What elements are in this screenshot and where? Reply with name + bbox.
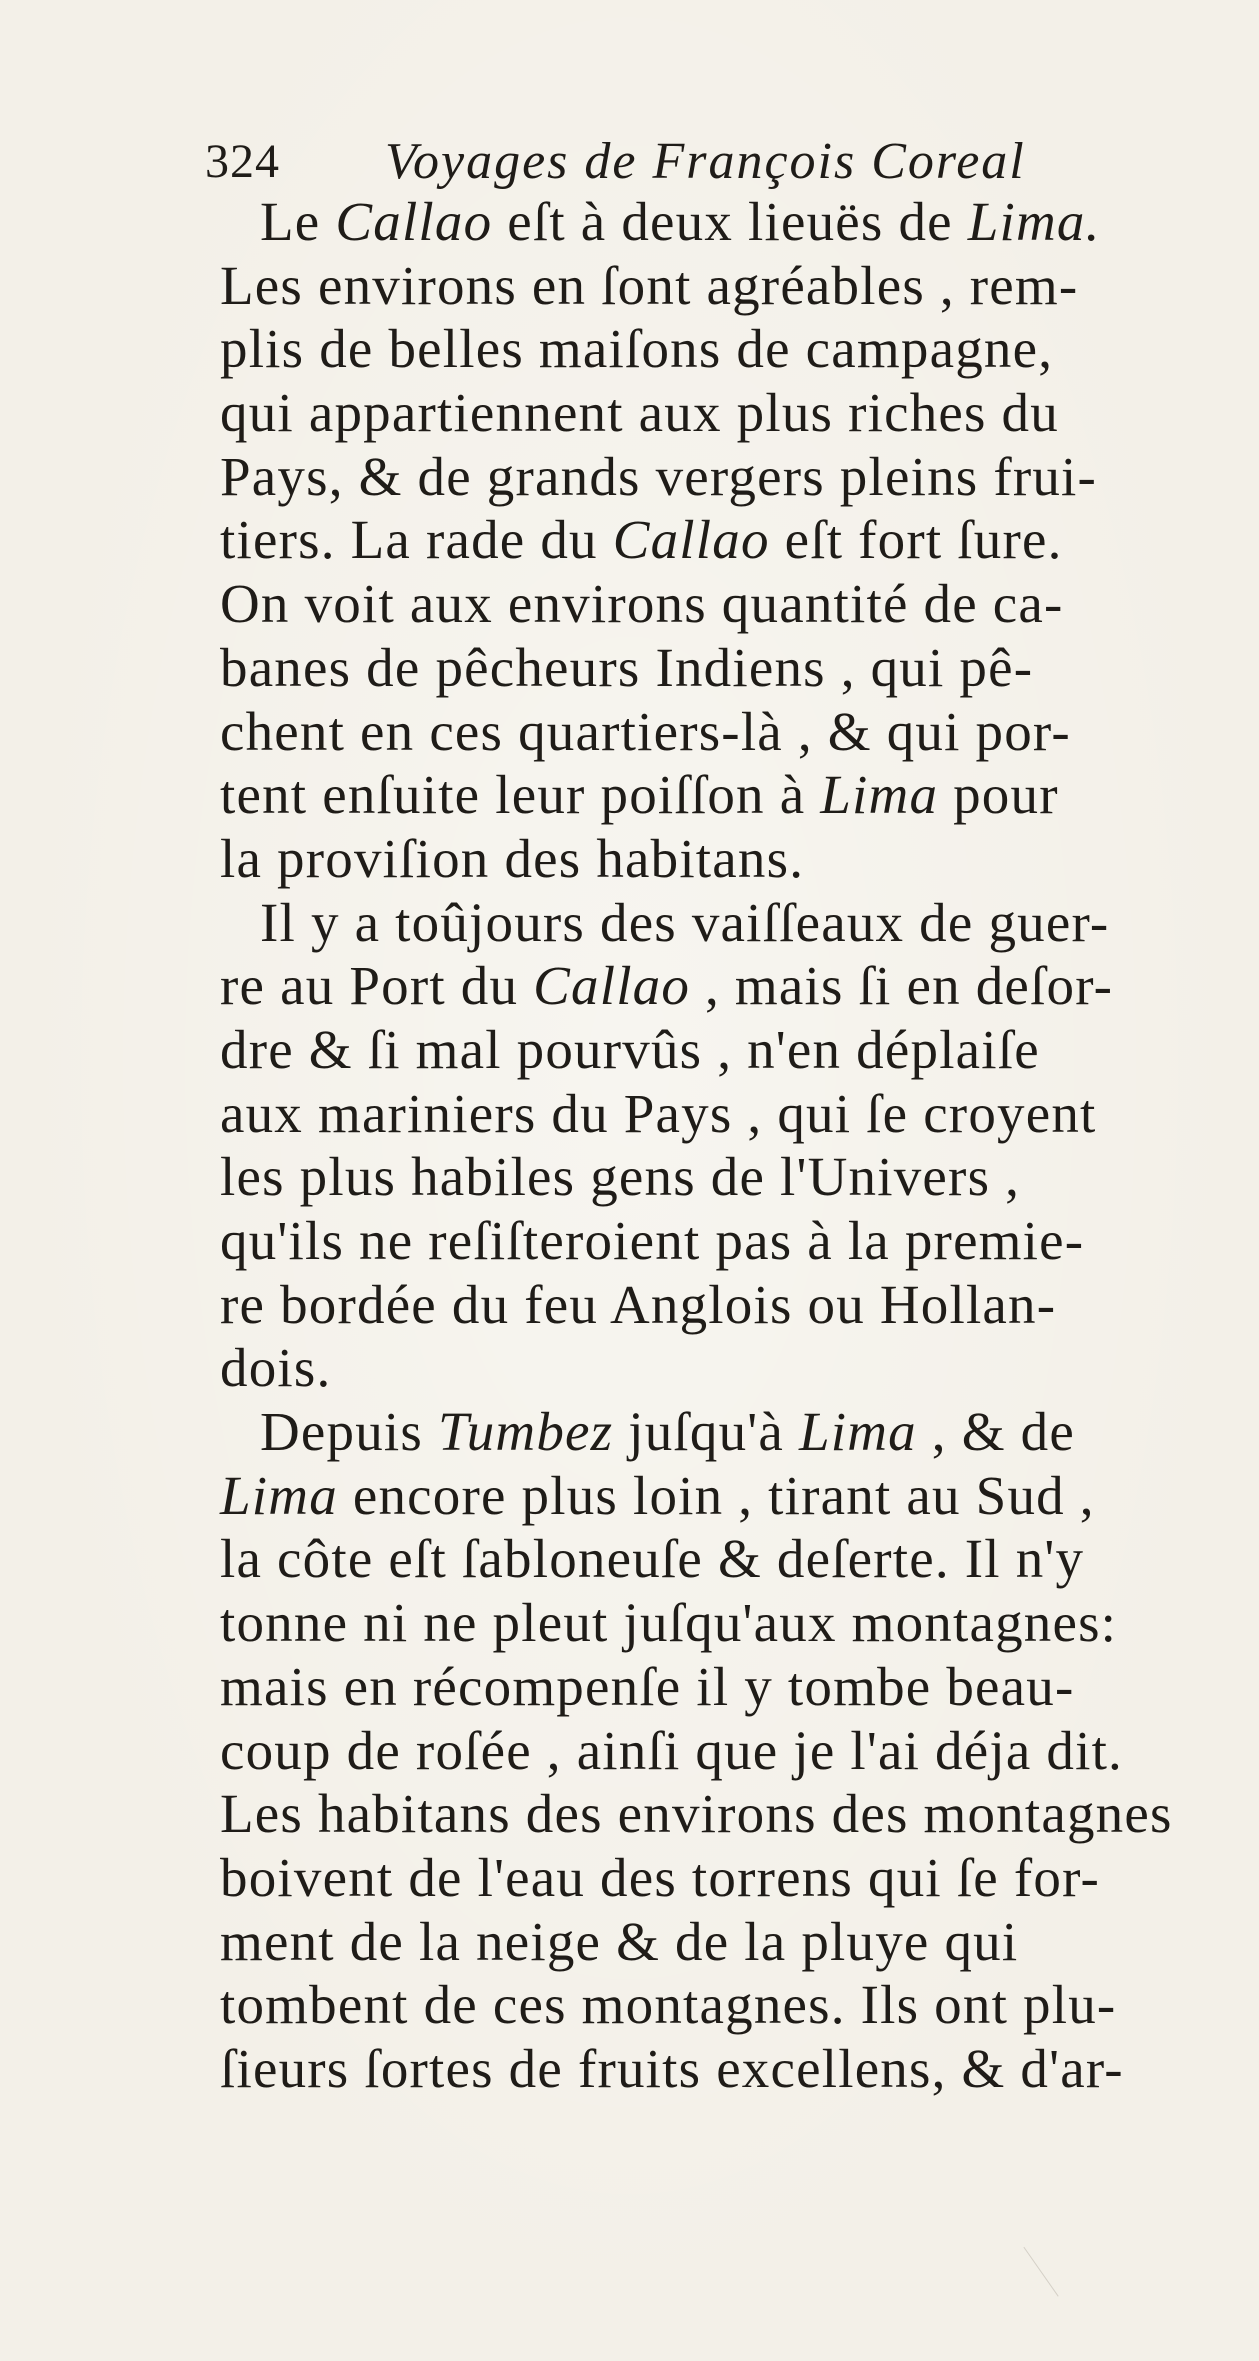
text-line — [220, 891, 1235, 955]
body-text — [220, 190, 1235, 2101]
italic-text-segment: Tumbez — [437, 1401, 614, 1463]
text-segment: dois. — [220, 1337, 332, 1399]
text-line — [220, 1719, 1235, 1783]
page-number: 324 — [205, 135, 280, 188]
text-segment: les plus habiles gens de l'Univers , — [220, 1146, 1021, 1208]
text-segment: re bordée du feu Anglois ou Hollan- — [220, 1273, 1057, 1335]
text-line — [220, 190, 1235, 254]
text-segment: banes de pêcheurs Indiens , qui pê- — [220, 636, 1034, 698]
text-segment: re au Port du — [220, 955, 534, 1017]
text-segment: Les habitans des environs des montagnes — [220, 1783, 1173, 1845]
text-segment: encore plus loin , tirant au Sud , — [337, 1464, 1095, 1526]
text-segment: On voit aux environs quantité de ca- — [220, 573, 1064, 635]
italic-text-segment: Callao — [335, 191, 493, 252]
text-line — [220, 1846, 1235, 1910]
italic-text-segment: Lima — [820, 764, 939, 826]
italic-text-segment: Callao — [533, 955, 691, 1017]
text-line — [220, 1591, 1235, 1655]
italic-text-segment: Lima — [220, 1464, 338, 1526]
text-line — [220, 700, 1235, 764]
text-line — [220, 954, 1235, 1018]
text-line — [220, 1782, 1235, 1846]
text-segment: boivent de l'eau des torrens qui ſe for- — [220, 1846, 1101, 1908]
text-segment: Le — [260, 191, 336, 252]
text-segment: juſqu'à — [613, 1401, 799, 1463]
text-segment: la côte eſt ſabloneuſe & deſerte. Il n'y — [220, 1528, 1085, 1590]
text-segment: tent enſuite leur poiſſon à — [220, 764, 821, 826]
text-segment: eſt à deux lieuës de — [492, 191, 968, 252]
text-segment: , mais ſi en deſor- — [690, 955, 1114, 1017]
text-line — [220, 1973, 1235, 2037]
text-line — [220, 1527, 1235, 1591]
text-segment: pour — [938, 764, 1059, 826]
text-segment: , & de — [916, 1401, 1075, 1463]
text-segment: qui appartiennent aux plus riches du — [220, 382, 1059, 444]
text-segment: Pays, & de grands vergers pleins frui- — [220, 445, 1098, 507]
text-segment: coup de roſée , ainſi que je l'ai déja dit. — [220, 1719, 1123, 1781]
text-segment: tonne ni ne pleut juſqu'aux montagnes: — [220, 1592, 1118, 1654]
text-line — [220, 1655, 1235, 1719]
text-line — [220, 1910, 1235, 1974]
text-segment: ſieurs ſortes de fruits excellens, & d'ar- — [220, 2037, 1124, 2099]
text-segment: mais en récompenſe il y tombe beau- — [220, 1655, 1075, 1717]
text-line — [220, 2037, 1235, 2101]
text-segment: qu'ils ne reſiſteroient pas à la premie- — [220, 1210, 1085, 1271]
text-line — [220, 508, 1235, 572]
text-line — [220, 317, 1235, 381]
text-line — [220, 254, 1235, 318]
text-segment: plis de belles maiſons de campagne, — [220, 318, 1054, 380]
text-segment: chent en ces quartiers-là , & qui por- — [220, 700, 1071, 762]
text-line — [220, 381, 1235, 445]
text-line — [220, 1464, 1235, 1528]
text-segment: la proviſion des habitans. — [220, 827, 805, 889]
paper-scratch — [1023, 2243, 1063, 2296]
text-segment: Il y a toûjours des vaiſſeaux de guer- — [260, 891, 1110, 953]
text-line — [220, 572, 1235, 636]
italic-text-segment: Lima. — [967, 191, 1101, 252]
text-segment: aux mariniers du Pays , qui ſe croyent — [220, 1082, 1097, 1144]
text-line — [220, 1018, 1235, 1082]
text-line — [220, 1082, 1235, 1146]
text-line — [220, 636, 1235, 700]
text-line — [220, 445, 1235, 509]
text-segment: Les environs en ſont agréables , rem- — [220, 254, 1079, 316]
text-segment: eſt fort ſure. — [769, 509, 1063, 571]
text-segment: tombent de ces montagnes. Ils ont plu- — [220, 1974, 1117, 2036]
running-head: Voyages de François Coreal — [385, 133, 1026, 190]
text-segment: tiers. La rade du — [220, 509, 613, 571]
text-line — [220, 1209, 1235, 1273]
text-segment: ment de la neige & de la pluye qui — [220, 1910, 1019, 1972]
text-line — [220, 1145, 1235, 1209]
text-segment: Depuis — [260, 1401, 438, 1463]
text-line — [220, 1273, 1235, 1337]
italic-text-segment: Callao — [612, 509, 770, 571]
text-line — [220, 1336, 1235, 1400]
text-line — [220, 827, 1235, 891]
text-line — [220, 763, 1235, 827]
italic-text-segment: Lima — [798, 1401, 917, 1463]
text-segment: dre & ſi mal pourvûs , n'en déplaiſe — [220, 1018, 1040, 1080]
text-line — [220, 1400, 1235, 1464]
